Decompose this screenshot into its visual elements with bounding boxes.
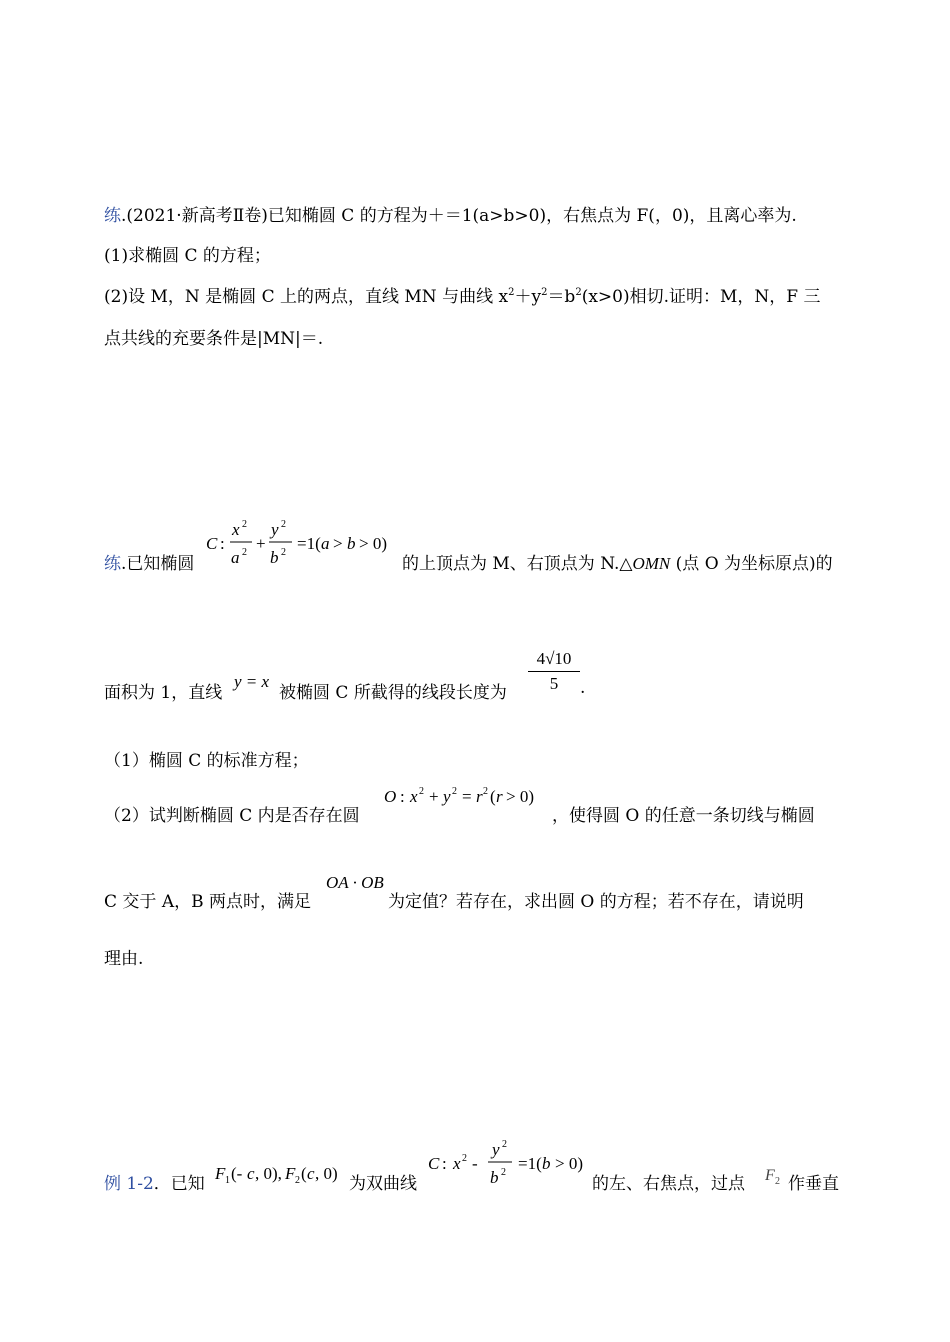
fraction-numerator: 4√10 [528, 649, 580, 672]
svg-text:2: 2 [501, 1167, 506, 1178]
svg-text:x: x [410, 787, 418, 806]
svg-text:b: b [490, 1168, 499, 1187]
ex2-label-wrap [104, 549, 194, 574]
ex2-area-text: 面积为 1，直线 [104, 683, 223, 703]
hyperbola-formula [426, 1135, 596, 1198]
svg-text:2: 2 [281, 519, 286, 530]
ex3-tail: 作垂直 [788, 1174, 839, 1194]
ex2-q2-pre: （2）试判断椭圆 C 内是否存在圆 [104, 806, 360, 826]
svg-text:2: 2 [462, 1153, 467, 1164]
f2-point [764, 1165, 786, 1194]
svg-text:2: 2 [281, 547, 286, 558]
ex2-vertices-text: 的上顶点为 M、右顶点为 N. [402, 554, 620, 574]
svg-text:(: ( [490, 787, 496, 806]
svg-text::: : [442, 1154, 447, 1173]
svg-text:(-: (- [231, 1164, 243, 1183]
svg-text:F: F [765, 1167, 775, 1184]
ex1-q1-text: (1)求椭圆 C 的方程； [104, 246, 271, 266]
triangle-omn: △OMN [619, 554, 671, 573]
svg-text:> 0): > 0) [359, 534, 387, 553]
svg-text:b: b [270, 548, 279, 567]
ex1-line3: (2)设 M，N 是椭圆 C 上的两点，直线 MN 与曲线 $x^2+y^2=b^2(x>0)$相切.证明：M，N，F 三 [104, 287, 821, 307]
svg-text:2: 2 [452, 786, 457, 797]
ex2-chord-text: 被椭圆 C 所截得的线段长度为 [279, 683, 507, 703]
ex3-line1 [104, 1135, 864, 1195]
ex3-post: 的左、右焦点，过点 [592, 1174, 745, 1194]
line-yx-formula: y = x [234, 672, 270, 691]
ex1-line1 [104, 201, 797, 226]
svg-text:2: 2 [483, 786, 488, 797]
svg-text:2: 2 [775, 1176, 780, 1187]
svg-text:C: C [206, 534, 218, 553]
ex1-q2-part-b: ＋y [514, 287, 542, 307]
svg-text:x: x [232, 520, 240, 539]
ex1-label: 练 [104, 206, 121, 226]
svg-text:> 0): > 0) [555, 1154, 583, 1173]
svg-text:F: F [215, 1164, 226, 1183]
ex3-mid: 为双曲线 [349, 1174, 417, 1194]
svg-text:, 0): , 0) [315, 1164, 338, 1183]
svg-text:2: 2 [502, 1139, 507, 1150]
svg-text:x: x [453, 1154, 461, 1173]
svg-text::: : [220, 534, 225, 553]
ex2-q3 [104, 868, 864, 913]
svg-text:>: > [333, 534, 343, 553]
svg-text:2: 2 [419, 786, 424, 797]
svg-text:y: y [443, 787, 451, 806]
hyperbola-formula-svg [426, 1135, 596, 1193]
ex2-q3-pre: C 交于 A，B 两点时，满足 [104, 892, 311, 912]
svg-text:r: r [496, 787, 503, 806]
svg-text:2: 2 [242, 547, 247, 558]
foci-formula-svg [214, 1161, 349, 1189]
ex1-line4 [104, 324, 323, 349]
ex2-q4 [104, 944, 143, 969]
ex2-q2-post: ，使得圆 O 的任意一条切线与椭圆 [552, 806, 815, 826]
svg-text:-: - [472, 1154, 478, 1173]
dot-product-formula: OA · OB [326, 873, 384, 892]
ex3-label: 例 1-2 [104, 1174, 154, 1194]
ex1-line2 [104, 241, 271, 266]
ex2-line1-post [402, 549, 833, 574]
svg-text:> 0): > 0) [506, 787, 534, 806]
svg-text:b: b [542, 1154, 551, 1173]
svg-text:F: F [285, 1164, 296, 1183]
circle-formula-svg [382, 782, 557, 812]
svg-text:y: y [492, 1140, 500, 1159]
ex2-q2 [104, 782, 864, 827]
ex2-line1-tail: (点 O 为坐标原点)的 [670, 554, 833, 574]
ex2-q4-text: 理由. [104, 949, 144, 969]
svg-text:r: r [476, 787, 483, 806]
svg-text:c: c [247, 1164, 255, 1183]
svg-text::: : [400, 787, 405, 806]
svg-text:a: a [231, 548, 240, 567]
ex2-q1 [104, 746, 309, 771]
svg-text:=: = [462, 787, 472, 806]
ex2-line2 [104, 645, 864, 705]
ex1-q2-part-d: (x>0)相切.证明：M，N，F 三 [581, 287, 821, 307]
ex3-label-wrap [104, 1169, 205, 1194]
ex2-line2-period: . [580, 678, 586, 698]
svg-text:1: 1 [225, 1175, 230, 1186]
svg-text:+: + [429, 787, 439, 806]
svg-text:c: c [307, 1164, 315, 1183]
svg-text:b: b [347, 534, 356, 553]
ex2-q1-text: （1）椭圆 C 的标准方程； [104, 751, 309, 771]
ex2-q3-post: 为定值？若存在，求出圆 O 的方程；若不存在，请说明 [388, 892, 804, 912]
ex1-q2-part-a: (2)设 M，N 是椭圆 C 上的两点，直线 MN 与曲线 x [104, 287, 509, 307]
f2-point-svg [764, 1165, 786, 1189]
foci-formula [214, 1161, 349, 1194]
ex3-pre: ．已知 [153, 1174, 205, 1194]
svg-text:a: a [321, 534, 330, 553]
circle-formula [382, 782, 557, 817]
svg-text:=1(: =1( [297, 534, 321, 553]
svg-text:(: ( [301, 1164, 307, 1183]
ex2-intro: .已知椭圆 [121, 554, 195, 574]
svg-text:2: 2 [242, 519, 247, 530]
ex1-q2-line2: 点共线的充要条件是|MN|＝. [104, 329, 324, 349]
svg-text:y: y [271, 520, 279, 539]
svg-text:+: + [256, 534, 266, 553]
ex1-q2-part-c: ＝b [547, 287, 576, 307]
chord-length-fraction [528, 649, 580, 694]
svg-text:2: 2 [295, 1175, 300, 1186]
svg-text:C: C [428, 1154, 440, 1173]
ex1-line1-text: .(2021·新高考Ⅱ卷)已知椭圆 C 的方程为＋＝1(a>b>0)，右焦点为 F(，0)，且离心率为. [121, 206, 797, 226]
ex2-label: 练 [104, 554, 121, 574]
svg-text:O: O [384, 787, 397, 806]
fraction-denominator: 5 [549, 674, 559, 693]
svg-text:, 0),: , 0), [255, 1164, 282, 1183]
svg-text:=1(: =1( [518, 1154, 542, 1173]
